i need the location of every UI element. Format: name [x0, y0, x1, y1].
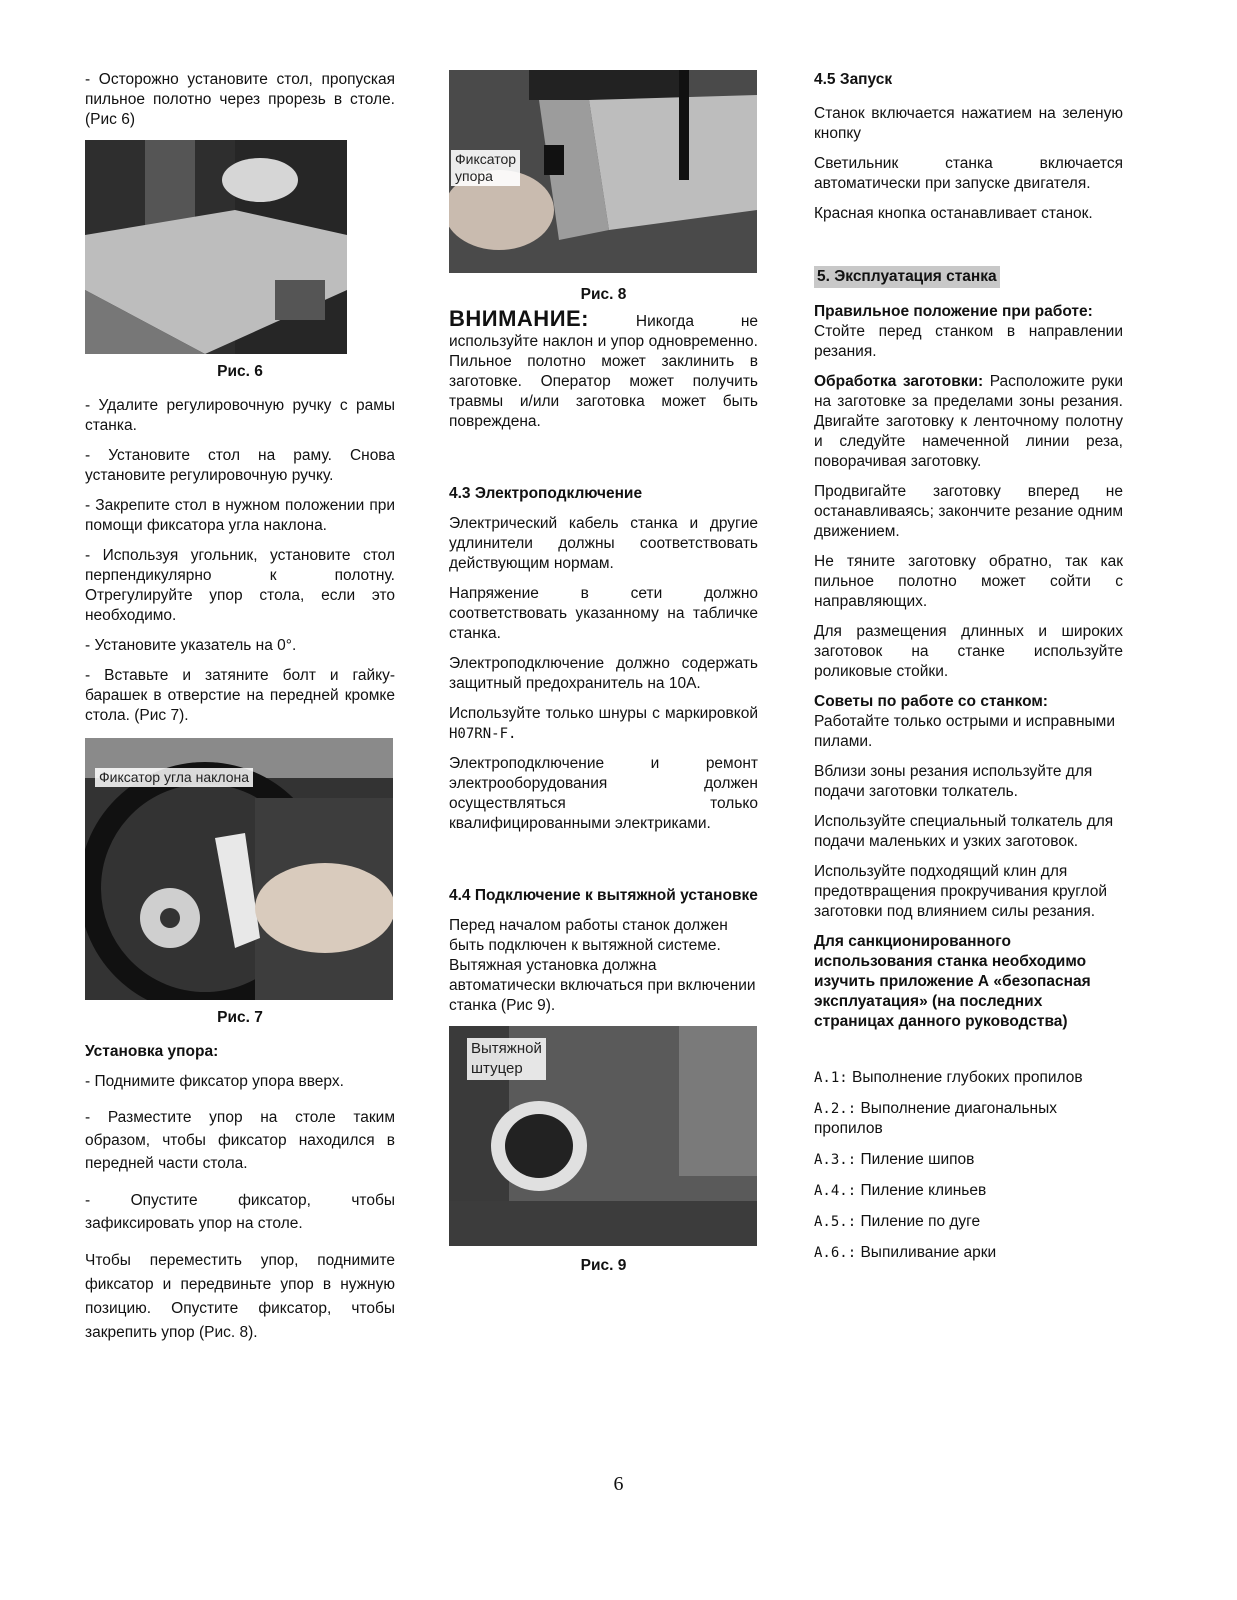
paragraph: - Закрепите стол в нужном положении при помощи фиксатора угла наклона. [85, 497, 395, 534]
paragraph: Напряжение в сети должно соответствовать указанному на табличке станка. [449, 585, 758, 642]
paragraph: - Опустите фиксатор, чтобы зафиксировать упор на столе. [85, 1192, 395, 1232]
figure-7-caption: Рис. 7 [217, 1009, 263, 1026]
column-middle [449, 70, 758, 1290]
paragraph [814, 372, 1123, 472]
paragraph: - Используя угольник, установите стол перпендикулярно к полотну. Отрегулируйте упор стола, если это необходимо. [85, 547, 395, 624]
workpiece-text: Расположите руки на заготовке за пределами зоны резания. Двигайте заготовку к ленточному полотну и следуйте намеченной линии реза, поворачивая заготовку. [814, 373, 1123, 470]
paragraph: Красная кнопка останавливает станок. [814, 205, 1093, 222]
figure-9-caption: Рис. 9 [580, 1257, 627, 1274]
list-text: Пиление клиньев [856, 1182, 987, 1199]
paragraph: Светильник станка включается автоматически при запуске двигателя. [814, 155, 1123, 192]
figure-8-label [451, 150, 520, 186]
cable-text: Используйте только шнуры с маркировкой [449, 705, 758, 722]
warning-title: ВНИМАНИЕ: [449, 306, 590, 331]
paragraph: Не тяните заготовку обратно, так как пильное полотно может сойти с направляющих. [814, 553, 1123, 610]
paragraph: - Осторожно установите стол, пропуская пильное полотно через прорезь в столе. (Рис 6) [85, 71, 395, 128]
figure-8-label-line2: упора [455, 168, 493, 184]
figure-7-label: Фиксатор угла наклона [95, 768, 253, 787]
figure-8-photo [449, 70, 757, 273]
appendix-list [814, 1068, 1123, 1263]
subheading-workpiece: Обработка заготовки: [814, 373, 984, 390]
heading-appendix: Для санкционированного использования станка необходимо изучить приложение А «безопасная эксплуатация» (на последних страницах данного руководства) [814, 933, 1091, 1030]
paragraph: Для размещения длинных и широких заготовок на станке используйте роликовые стойки. [814, 623, 1123, 680]
paragraph [449, 704, 758, 744]
figure-6-caption: Рис. 6 [217, 363, 263, 380]
figure-7-photo [85, 738, 393, 1000]
tips-text: Работайте только острыми и исправными пилами. [814, 713, 1115, 750]
warning-text: Никогда не используйте наклон и упор одновременно. Пильное полотно может заклинить в заготовке. Оператор может получить травмы и/или заготовка может быть повреждена. [449, 313, 758, 430]
subheading-position: Правильное положение при работе: [814, 303, 1093, 320]
paragraph: Вблизи зоны резания используйте для подачи заготовки толкатель. [814, 763, 1093, 800]
paragraph: - Поднимите фиксатор упора вверх. [85, 1073, 344, 1090]
list-text: Пиление по дуге [856, 1213, 981, 1230]
paragraph: Используйте подходящий клин для предотвращения прокручивания круглой заготовки под влиянием силы резания. [814, 863, 1108, 920]
paragraph [814, 302, 1123, 362]
paragraph: Станок включается нажатием на зеленую кнопку [814, 105, 1123, 142]
column-left [85, 70, 395, 1355]
paragraph: - Удалите регулировочную ручку с рамы станка. [85, 397, 395, 434]
warning-paragraph [449, 306, 758, 432]
list-item [814, 1150, 1123, 1170]
paragraph: Продвигайте заготовку вперед не останавливаясь; закончите резание одним движением. [814, 483, 1123, 540]
paragraph: Электроподключение и ремонт электрооборудования должен осуществляться только квалифицированными электриками. [449, 755, 758, 832]
list-code: A.3.: [814, 1152, 857, 1168]
paragraph: - Разместите упор на столе таким образом, чтобы фиксатор находился в передней части стола. [85, 1109, 395, 1172]
list-text: Выпиливание арки [856, 1244, 997, 1261]
paragraph: Электрический кабель станка и другие удлинители должны соответствовать действующим нормам. [449, 515, 758, 572]
paragraph: Чтобы переместить упор, поднимите фиксатор и передвиньте упор в нужную позицию. Опустите фиксатор, чтобы закрепить упор (Рис. 8). [85, 1252, 395, 1341]
cable-code: H07RN-F. [449, 726, 517, 742]
paragraph [814, 692, 1123, 752]
paragraph: - Установите стол на раму. Снова установите регулировочную ручку. [85, 447, 395, 484]
list-text: Выполнение глубоких пропилов [847, 1069, 1083, 1086]
paragraph: - Установите указатель на 0°. [85, 637, 297, 654]
figure-6-photo [85, 140, 347, 354]
list-text: Пиление шипов [856, 1151, 975, 1168]
list-item [814, 1243, 1123, 1263]
heading-fence: Установка упора: [85, 1043, 219, 1060]
heading-5 [814, 266, 1123, 288]
list-item [814, 1212, 1123, 1232]
figure-9-photo [449, 1026, 757, 1246]
figure-8-caption: Рис. 8 [580, 286, 627, 303]
paragraph: Используйте специальный толкатель для подачи маленьких и узких заготовок. [814, 813, 1114, 850]
list-code: A.2.: [814, 1101, 857, 1117]
heading-4-5: 4.5 Запуск [814, 71, 893, 88]
list-code: A.6.: [814, 1245, 857, 1261]
list-item [814, 1099, 1123, 1139]
heading-4-4: 4.4 Подключение к вытяжной установке [449, 887, 758, 904]
figure-9-label-line2: штуцер [471, 1060, 523, 1077]
column-right [814, 70, 1123, 1274]
list-code: A.1: [814, 1070, 848, 1086]
list-code: A.5.: [814, 1214, 857, 1230]
section-5-title: 5. Эксплуатация станка [814, 266, 1000, 288]
heading-4-3: 4.3 Электроподключение [449, 485, 643, 502]
paragraph: Перед началом работы станок должен быть подключен к вытяжной системе. Вытяжная установка должна автоматически включаться при включении станка (Рис 9). [449, 917, 756, 1014]
paragraph: - Вставьте и затяните болт и гайку-барашек в отверстие на передней кромке стола. (Рис 7). [85, 667, 395, 724]
subheading-tips: Советы по работе со станком: [814, 693, 1048, 710]
list-code: A.4.: [814, 1183, 857, 1199]
figure-9-label-line1: Вытяжной [471, 1040, 542, 1057]
list-item [814, 1181, 1123, 1201]
paragraph: Электроподключение должно содержать защитный предохранитель на 10А. [449, 655, 758, 692]
position-text: Стойте перед станком в направлении резания. [814, 323, 1123, 360]
list-text: Выполнение диагональных пропилов [814, 1100, 1057, 1137]
figure-8-label-line1: Фиксатор [455, 151, 517, 167]
figure-9-label [467, 1038, 546, 1080]
page-number: 6 [613, 1473, 624, 1495]
list-item [814, 1068, 1123, 1088]
